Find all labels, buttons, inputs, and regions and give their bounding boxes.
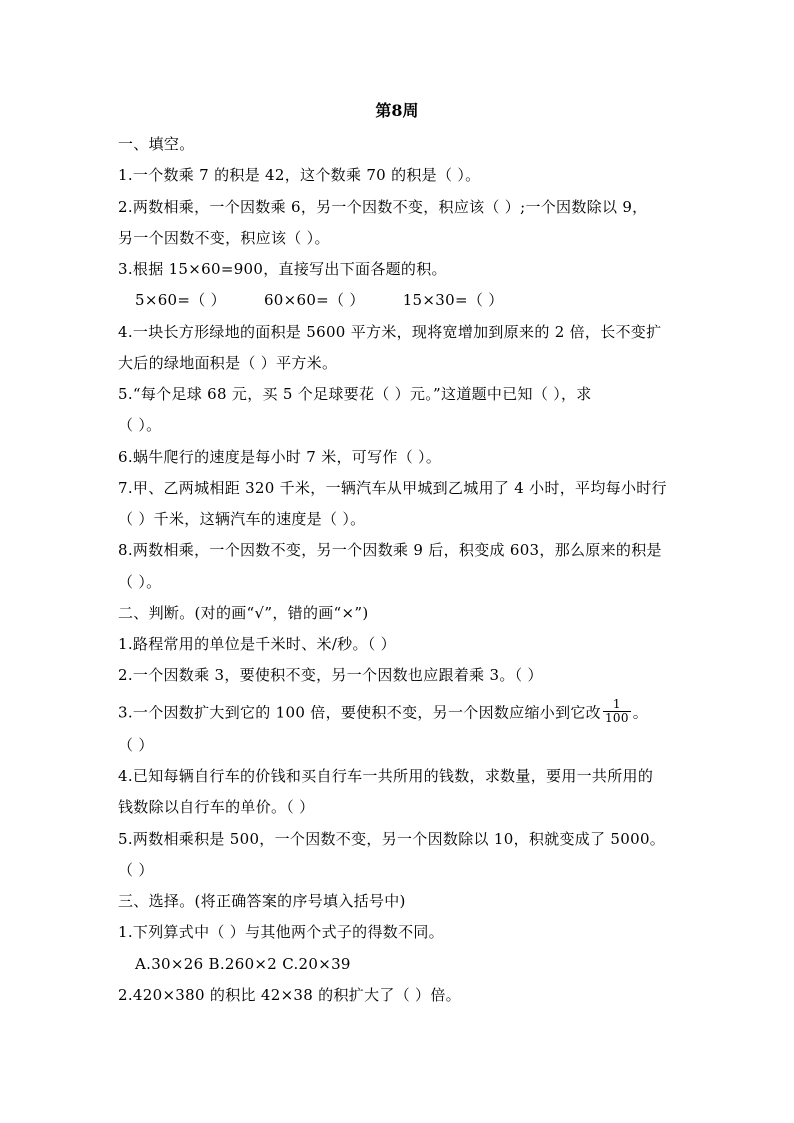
section3-heading: 三、选择。(将正确答案的序号填入括号中) [118, 892, 406, 910]
fraction-numerator: 1 [603, 698, 631, 712]
question-line: 1.下列算式中（ ）与其他两个式子的得数不同。 [118, 923, 444, 941]
period: 。 [632, 703, 649, 722]
question-line: 5.两数相乘积是 500，一个因数不变，另一个因数除以 10，积就变成了 5000。 [118, 830, 666, 848]
section1-heading: 一、填空。 [118, 135, 195, 153]
question-text: 3.一个因数扩大到它的 100 倍，要使积不变，另一个因数应缩小到它改 [118, 703, 601, 722]
question-line: 2.两数相乘，一个因数乘 6，另一个因数不变，积应该（ ）;一个因数除以 9， [118, 198, 648, 216]
question-line: 3.根据 15×60=900，直接写出下面各题的积。 [118, 260, 447, 278]
sub-problems-row [135, 290, 504, 310]
question-line: 2.420×380 的积比 42×38 的积扩大了（ ）倍。 [118, 986, 461, 1004]
question-line: 4.已知每辆自行车的价钱和买自行车一共所用的钱数，求数量，要用一共所用的 [118, 767, 654, 785]
fraction [603, 698, 631, 725]
question-line: 7.甲、乙两城相距 320 千米，一辆汽车从甲城到乙城用了 4 小时，平均每小时行 [118, 479, 667, 497]
choice-options: A.30×26 B.260×2 C.20×39 [135, 955, 351, 973]
sub-problem: 5×60=（ ） [135, 291, 226, 309]
question-line: 4.一块长方形绿地的面积是 5600 平方米，现将宽增加到原来的 2 倍，长不变扩 [118, 323, 662, 341]
question-line: 大后的绿地面积是（ ）平方米。 [118, 354, 338, 372]
sub-problem: 15×30=（ ） [402, 291, 504, 309]
question-line: 8.两数相乘，一个因数不变，另一个因数乘 9 后，积变成 603，那么原来的积是 [118, 541, 662, 559]
question-line: 2.一个因数乘 3，要使积不变，另一个因数也应跟着乘 3。（ ） [118, 666, 543, 684]
question-line: （ ） [118, 861, 154, 879]
sub-problem: 60×60=（ ） [263, 291, 365, 309]
question-line: （ ）千米，这辆汽车的速度是（ ）。 [118, 510, 366, 528]
question-line-with-fraction [118, 697, 649, 727]
question-line: 1.一个数乘 7 的积是 42，这个数乘 70 的积是（ ）。 [118, 166, 481, 184]
question-line: 6.蜗牛爬行的速度是每小时 7 米，可写作（ ）。 [118, 448, 442, 466]
question-line: 1.路程常用的单位是千米时、米/秒。（ ） [118, 635, 396, 653]
question-line: 5.“每个足球 68 元，买 5 个足球要花（ ）元。”这道题中已知（ ），求 [118, 385, 592, 403]
question-line: 钱数除以自行车的单价。（ ） [118, 798, 315, 816]
question-line: （ ） [118, 736, 154, 754]
fraction-denominator: 100 [604, 711, 629, 725]
question-line: （ ）。 [118, 416, 162, 434]
page-title: 第8周 [375, 101, 419, 120]
question-line: 另一个因数不变，积应该（ ）。 [118, 229, 330, 247]
section2-heading: 二、判断。(对的画“√”，错的画“×”) [118, 604, 369, 622]
question-line: （ ）。 [118, 573, 162, 591]
